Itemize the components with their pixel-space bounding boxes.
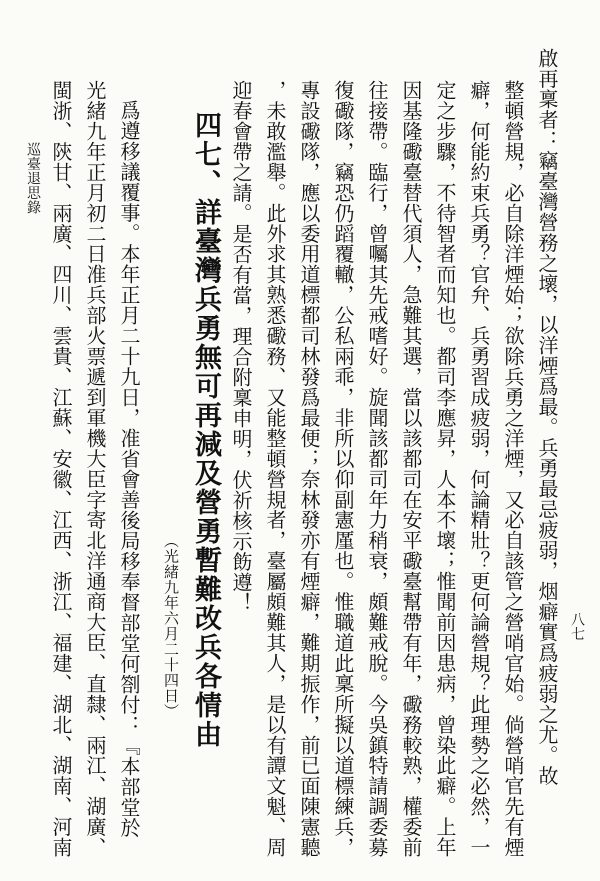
text-column: 啟再稟者：竊臺灣營務之壞，以洋煙爲最。兵勇最忌疲弱，烟癖實爲疲弱之尤。故 (535, 48, 559, 786)
text-column: 爲遵移議覆事。本年正月二十九日，准省會善後局移奉督部堂何劄付：『本部堂於 (117, 100, 141, 838)
section-number: 四七、 (190, 111, 221, 198)
text-column: 專設礮隊，應以委用道標都司林發爲最便；奈林發亦有煙癖，難期振作，前已面陳憲聽 (297, 80, 321, 858)
text-column: 往接帶。臨行，曾囑其先戒嗜好。旋聞該都司年力稍衰，頗難戒脫。今吳鎮特請調委募 (365, 80, 389, 858)
text-column: 定之步驟，不待智者而知也。都司李應昇，人本不壞；惟聞前因患病，曾染此癖。上年 (433, 80, 457, 858)
section-title (190, 111, 220, 749)
section-date: （光緒九年六月二十四日） (162, 533, 180, 719)
text-column: 因基隆礮臺替代須人，急難其選，當以該都司在安平礮臺幫帶有年，礮務較熟，權委前 (399, 80, 423, 858)
text-column: ，未敢濫舉。此外求其熟悉礮務、又能整頓營規者，臺屬頗難其人，是以有譚文魁、周 (263, 80, 287, 858)
section-title-text: 詳臺灣兵勇無可再減及營勇暫難改兵各情由 (190, 198, 221, 749)
text-column: 復礮隊，竊恐仍蹈覆轍，公私兩乖，非所以仰副憲厪也。惟職道此稟所擬以道標練兵， (331, 80, 355, 858)
text-column: 閩浙、陝甘、兩廣、四川、雲貴、江蘇、安徽、江西、浙江、福建、湖北、湖南、河南 (49, 80, 73, 858)
text-column: 光緒九年正月初二日准兵部火票遞到軍機大臣字寄北洋通商大臣、直隸、兩江、湖廣、 (83, 80, 107, 858)
text-column: 整頓營規，必自除洋煙始；欲除兵勇之洋煙，又必自該管之營哨官始。倘營哨官先有煙 (501, 80, 525, 858)
text-column: 癖，何能約束兵勇？官弁、兵勇習成疲弱，何論精壯？更何論營規？此理勢之必然，一 (467, 80, 491, 858)
running-header: 巡臺退思錄 (25, 142, 41, 215)
text-column: 迎春會帶之請。是否有當，理合附稟申明，伏祈核示飭遵！ (229, 80, 253, 613)
page-number: 八七 (569, 612, 585, 641)
